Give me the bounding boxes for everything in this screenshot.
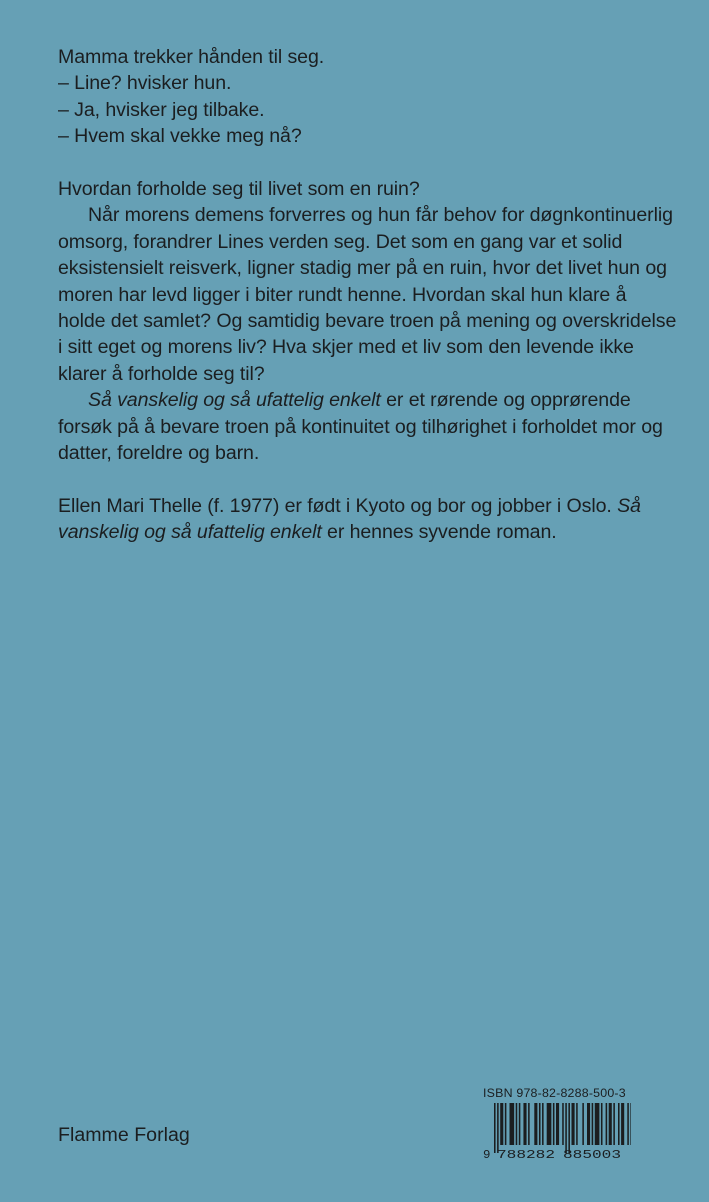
barcode-bar	[500, 1103, 503, 1145]
barcode-bar	[618, 1103, 620, 1145]
blurb-closing-paragraph	[58, 387, 678, 466]
barcode-digits-left: 788282	[497, 1148, 555, 1159]
barcode-bar	[613, 1103, 615, 1145]
barcode-graphic	[483, 1103, 631, 1159]
isbn-block	[483, 1086, 631, 1159]
barcode-bar	[582, 1103, 584, 1145]
publisher-name: Flamme Forlag	[58, 1124, 190, 1146]
blurb-paragraph: Når morens demens forverres og hun får behov for døgnkontinuerlig omsorg, forandrer Lines verden seg. Det som en gang var et solid eksistensielt reisverk, ligner stadig mer på en ruin, hvor det livet hun og moren har levd ligger i biter rundt henne. Hvordan skal hun klare å holde det samlet? Og samtidig bevare troen på mening og overskridelse i sitt eget og morens liv? Hva skjer med et liv som den levende ikke klarer å forholde seg til?	[58, 204, 677, 385]
barcode-bar	[587, 1103, 590, 1145]
barcode-bar	[510, 1103, 515, 1145]
author-bio-start: Ellen Mari Thelle (f. 1977) er født i Kyoto og bor og jobber i Oslo.	[58, 494, 618, 517]
excerpt-line-2: – Line? hvisker hun.	[58, 72, 232, 95]
barcode-bar	[601, 1103, 603, 1145]
barcode-bar	[562, 1103, 564, 1145]
barcode-bar	[519, 1103, 521, 1145]
barcode-bar	[542, 1103, 544, 1145]
barcode-bar	[576, 1103, 578, 1145]
barcode-bar	[505, 1103, 507, 1145]
excerpt-line-4: – Hvem skal vekke meg nå?	[58, 125, 302, 148]
isbn-label: ISBN 978-82-8288-500-3	[483, 1086, 626, 1100]
barcode-bar	[606, 1103, 608, 1145]
barcode-bar	[572, 1103, 575, 1145]
barcode-bar	[534, 1103, 537, 1145]
barcode-bar	[528, 1103, 530, 1145]
barcode-bar	[565, 1103, 567, 1153]
barcode-bar	[497, 1103, 499, 1153]
barcode-bar	[553, 1103, 555, 1145]
author-bio	[58, 493, 678, 546]
barcode-digit-lead: 9	[483, 1148, 491, 1159]
barcode-bar	[621, 1103, 624, 1145]
barcode-bar	[494, 1103, 496, 1153]
author-book-title-italic: Så vanskelig og så ufattelig enkelt	[58, 494, 641, 544]
spacer	[58, 150, 678, 176]
barcode-bar	[568, 1103, 570, 1153]
barcode-bar	[523, 1103, 526, 1145]
author-bio-end: er hennes syvende roman.	[321, 521, 557, 544]
barcode-bar	[547, 1103, 552, 1145]
spacer	[58, 466, 678, 492]
barcode-bar	[556, 1103, 559, 1145]
barcode-bar	[609, 1103, 612, 1145]
barcode-bar	[516, 1103, 518, 1145]
blurb-closing-text: er et rørende og opprørende forsøk på å bevare troen på kontinuitet og tilhørighet i forholdet mor og datter, foreldre og barn.	[58, 389, 663, 465]
barcode-bar	[627, 1103, 629, 1145]
barcode-bars	[494, 1103, 631, 1153]
cover-text	[58, 44, 678, 546]
barcode-bar	[592, 1103, 594, 1145]
barcode-bar	[539, 1103, 541, 1145]
barcode	[483, 1103, 631, 1159]
excerpt-line-1: Mamma trekker hånden til seg.	[58, 46, 325, 68]
barcode-bar	[595, 1103, 600, 1145]
blurb-question: Hvordan forholde seg til livet som en ruin?	[58, 178, 420, 201]
barcode-digits-right: 885003	[563, 1148, 621, 1159]
excerpt-line-3: – Ja, hvisker jeg tilbake.	[58, 98, 265, 121]
barcode-bar	[630, 1103, 631, 1145]
book-title-italic: Så vanskelig og så ufattelig enkelt	[88, 389, 381, 412]
